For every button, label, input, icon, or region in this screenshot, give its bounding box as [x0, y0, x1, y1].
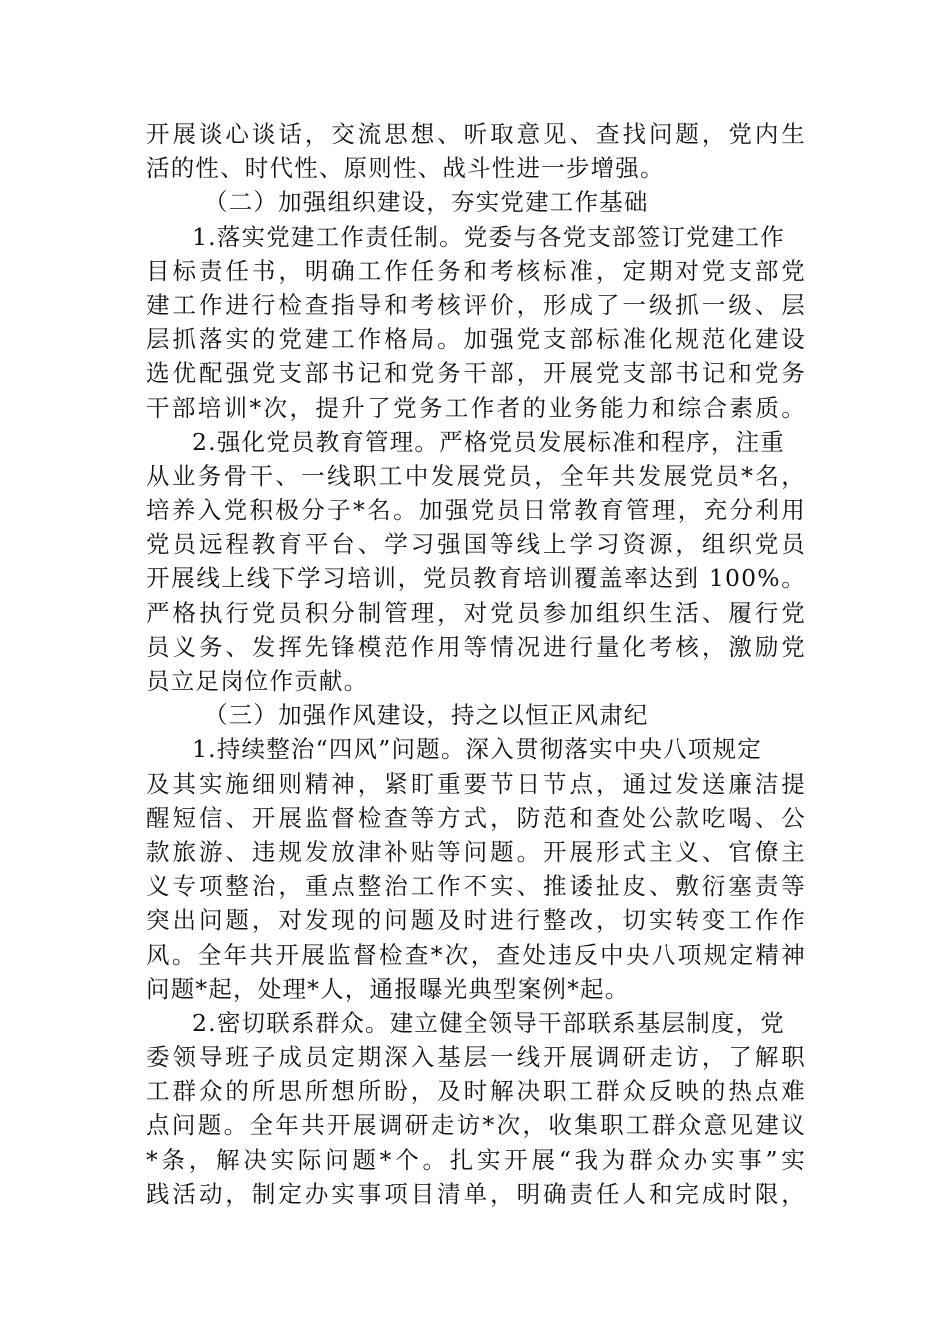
- body-text-line: 风。全年共开展监督检查*次，查处违反中央八项规定精神: [146, 940, 806, 969]
- paragraph-first-line: 2.密切联系群众。建立健全领导干部联系基层制度，党: [192, 1008, 785, 1037]
- body-text-line: 层抓落实的党建工作格局。加强党支部标准化规范化建设: [146, 325, 806, 354]
- body-text-line: 培养入党积极分子*名。加强党员日常教育管理，充分利用: [146, 496, 806, 525]
- body-text-line: 款旅游、违规发放津补贴等问题。开展形式主义、官僚主: [146, 837, 806, 866]
- body-text-line: 开展谈心谈话，交流思想、听取意见、查找问题，党内生: [146, 120, 806, 148]
- body-text-line: 点问题。全年共开展调研走访*次，收集职工群众意见建议: [146, 1111, 806, 1140]
- body-text-line: 选优配强党支部书记和党务干部，开展党支部书记和党务: [146, 359, 806, 388]
- paragraph-first-line: 2.强化党员教育管理。严格党员发展标准和程序，注重: [192, 427, 785, 456]
- body-text-line: 开展线上线下学习培训，党员教育培训覆盖率达到 100%。: [146, 564, 806, 593]
- body-text-line: 严格执行党员积分制管理，对党员参加组织生活、履行党: [146, 598, 806, 627]
- document-page: [146, 117, 806, 1211]
- body-text-line: 员立足岗位作贡献。: [146, 667, 369, 695]
- body-text-line: 突出问题，对发现的问题及时进行整改，切实转变工作作: [146, 906, 806, 935]
- paragraph-first-line: 1.落实党建工作责任制。党委与各党支部签订党建工作: [192, 222, 785, 251]
- body-text-line: 从业务骨干、一线职工中发展党员，全年共发展党员*名，: [146, 461, 806, 490]
- body-text-line: 建工作进行检查指导和考核评价，形成了一级抓一级、层: [146, 290, 806, 319]
- body-text-line: 委领导班子成员定期深入基层一线开展调研走访，了解职: [146, 1043, 806, 1072]
- section-heading: （二）加强组织建设，夯实党建工作基础: [204, 188, 649, 217]
- paragraph-first-line: 1.持续整治“四风”问题。深入贯彻落实中央八项规定: [192, 735, 762, 764]
- body-text-line: 义专项整治，重点整治工作不实、推诿扯皮、敷衍塞责等: [146, 872, 806, 901]
- body-text-line: 问题*起，处理*人，通报曝光典型案例*起。: [146, 974, 630, 1003]
- body-text-line: 及其实施细则精神，紧盯重要节日节点，通过发送廉洁提: [146, 769, 806, 798]
- body-text-line: 目标责任书，明确工作任务和考核标准，定期对党支部党: [146, 256, 806, 285]
- section-heading: （三）加强作风建设，持之以恒正风肃纪: [204, 701, 649, 730]
- body-text-line: 践活动，制定办实事项目清单，明确责任人和完成时限，: [146, 1179, 806, 1208]
- body-text-line: *条，解决实际问题*个。扎实开展“我为群众办实事”实: [146, 1145, 806, 1174]
- body-text-line: 员义务、发挥先锋模范作用等情况进行量化考核，激励党: [146, 632, 806, 661]
- body-text-line: 干部培训*次，提升了党务工作者的业务能力和综合素质。: [146, 393, 806, 422]
- body-text-line: 活的性、时代性、原则性、战斗性进一步增强。: [146, 154, 665, 183]
- body-text-line: 工群众的所思所想所盼，及时解决职工群众反映的热点难: [146, 1077, 806, 1106]
- body-text-line: 醒短信、开展监督检查等方式，防范和查处公款吃喝、公: [146, 803, 806, 832]
- body-text-line: 党员远程教育平台、学习强国等线上学习资源，组织党员: [146, 530, 806, 559]
